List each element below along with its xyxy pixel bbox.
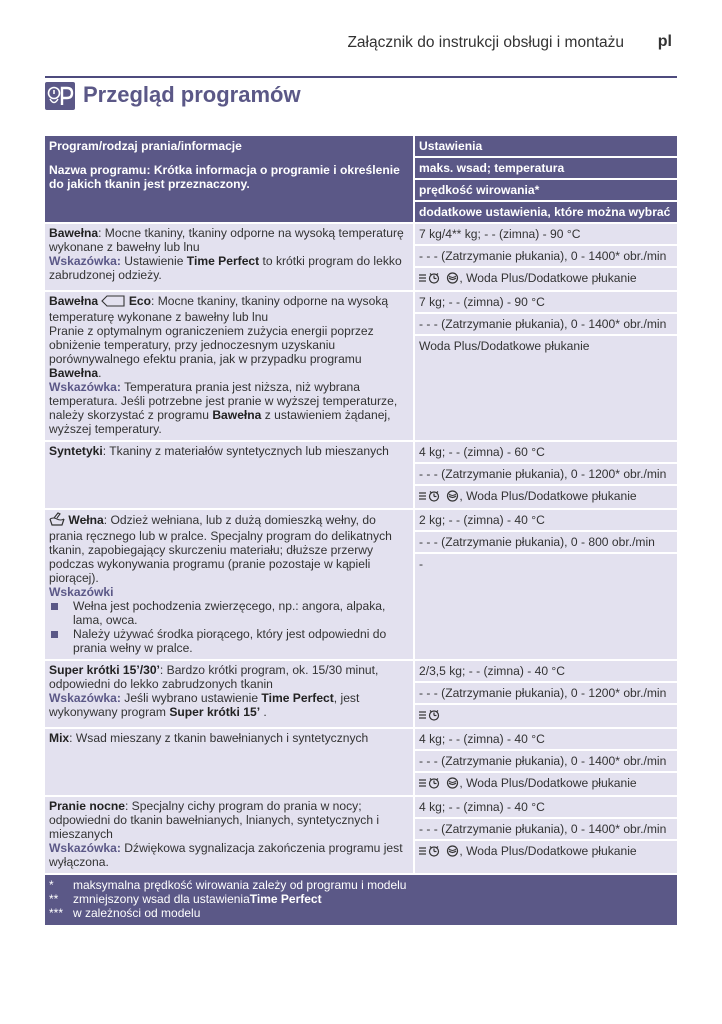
setting-load-temp: 7 kg/4** kg; - - (zimna) - 90 °C — [415, 224, 677, 246]
footnote: ** zmniejszony wsad dla ustawienia Time Perfect — [49, 892, 322, 906]
list-item: Wełna jest pochodzenia zwierzęcego, np.: angora, alpaka, lama, owca. — [49, 599, 409, 627]
water-plus-icon — [446, 845, 459, 860]
water-plus-icon — [446, 777, 459, 792]
header-column-description: Nazwa programu: Krótka informacja o programie i określenie do jakich tkanin jest przeznaczony. — [49, 163, 400, 191]
program-row-syntetyki — [45, 442, 677, 508]
rinse-hold-icon — [419, 777, 443, 792]
setting-load-temp: 4 kg; - - (zimna) - 60 °C — [415, 442, 677, 464]
setting-options: , Woda Plus/Dodatkowe płukanie — [459, 271, 637, 285]
info-p-icon — [45, 82, 75, 110]
setting-spin: - - - (Zatrzymanie płukania), 0 - 1400* obr./min — [415, 246, 677, 268]
setting-options: , Woda Plus/Dodatkowe płukanie — [459, 489, 637, 503]
setting-options: Woda Plus/Dodatkowe płukanie — [419, 339, 590, 353]
program-table — [45, 136, 677, 925]
program-description: Mix: Wsad mieszany z tkanin bawełnianych i syntetycznych — [49, 731, 369, 745]
setting-spin: - - - (Zatrzymanie płukania), 0 - 1200* obr./min — [415, 464, 677, 486]
hints-list — [49, 599, 409, 655]
header-column-program: Program/rodzaj prania/informacje — [49, 139, 242, 153]
program-eco: Eco — [128, 294, 152, 308]
section-title: Przegląd programów — [83, 82, 301, 107]
header-spin-speed: prędkość wirowania* — [415, 180, 677, 202]
header-right-cell — [413, 136, 677, 222]
program-desc: : Mocne tkaniny, tkaniny odporne na wysoką temperaturę wykonane z bawełny lub lnu — [49, 226, 404, 254]
footnote: * maksymalna prędkość wirowania zależy od programu i modelu — [49, 878, 407, 892]
setting-options: , Woda Plus/Dodatkowe płukanie — [459, 844, 637, 858]
table-footnotes — [45, 875, 677, 925]
program-description: Wełna: Odzież wełniana, lub z dużą domieszką wełny, do prania ręcznego lub w pralce. Specjalny program do delikatnych tkanin, zapobiegający skurczeniu materiału; dłuższe przerwy podczas wykonywania programu (pranie pozostaje w kąpieli piorącej). Wskazówki Wełna jest pochodzenia zwierzęcego, np.: angora, alpaka, lama, owca. Należy używać środka piorącego, który jest odpowiedni do prania wełny w pralce. — [45, 510, 413, 659]
setting-load-temp: 4 kg; - - (zimna) - 40 °C — [415, 729, 677, 751]
footnote: *** w zależności od modelu — [49, 906, 201, 920]
water-plus-icon — [446, 490, 459, 505]
rinse-hold-icon — [419, 272, 443, 287]
header-divider — [45, 76, 677, 78]
eco-leaf-icon — [101, 295, 125, 310]
rinse-hold-icon — [419, 845, 443, 860]
setting-options: - — [419, 557, 424, 571]
list-item: Należy używać środka piorącego, który jest odpowiedni do prania wełny w pralce. — [49, 627, 409, 655]
header-title: Załącznik do instrukcji obsługi i montażu — [347, 34, 624, 51]
header-extra-options: dodatkowe ustawienia, które można wybrać — [419, 205, 671, 219]
setting-load-temp: 4 kg; - - (zimna) - 40 °C — [415, 797, 677, 819]
header-settings: Ustawienia — [415, 136, 677, 158]
program-name: Syntetyki — [49, 444, 103, 458]
hint-label: Wskazówka: — [49, 254, 121, 268]
program-row-welna — [45, 510, 677, 659]
program-description: Pranie nocne: Specjalny cichy program do prania w nocy; odpowiedni do tkanin bawełnianych, lnianych, syntetycznych i mieszanych Wskazówka: Dźwiękowa sygnalizacja zakończenia programu jest wyłączona. — [49, 799, 403, 869]
hint-label: Wskazówka: — [49, 841, 121, 855]
header-language: pl — [657, 33, 672, 50]
hints-label: Wskazówki — [49, 585, 114, 599]
program-description: Bawełna: Mocne tkaniny, tkaniny odporne na wysoką temperaturę wykonane z bawełny lub lnu Wskazówka: Ustawienie Time Perfect to krótki program do lekko zabrudzonej odzieży. — [49, 226, 404, 282]
program-row-bawelna-eco — [45, 292, 677, 440]
setting-spin: - - - (Zatrzymanie płukania), 0 - 1400* obr./min — [415, 751, 677, 773]
program-name: Wełna — [68, 513, 104, 527]
water-plus-icon — [446, 272, 459, 287]
header-load-temperature: maks. wsad; temperatura — [415, 158, 677, 180]
rinse-hold-icon — [419, 490, 443, 505]
program-description: Super krótki 15’/30’: Bardzo krótki program, ok. 15/30 minut, odpowiedni do lekko zabrudzonych tkanin Wskazówka: Jeśli wybrano ustawienie Time Perfect, jest wykonywany program Super krótki 15’ . — [49, 663, 379, 719]
hint-label: Wskazówka: — [49, 691, 121, 705]
setting-load-temp: 2/3,5 kg; - - (zimna) - 40 °C — [415, 661, 677, 683]
setting-spin: - - - (Zatrzymanie płukania), 0 - 1400* obr./min — [415, 819, 677, 841]
rinse-hold-icon — [419, 709, 443, 724]
section-heading — [45, 82, 685, 110]
program-row-mix — [45, 729, 677, 795]
hand-wash-icon — [49, 512, 65, 529]
header-left-cell — [45, 136, 413, 222]
program-name: Bawełna — [49, 226, 99, 240]
program-name: Bawełna — [49, 294, 99, 308]
setting-spin: - - - (Zatrzymanie płukania), 0 - 800 obr./min — [415, 532, 677, 554]
program-name: Mix — [49, 731, 70, 745]
program-row-pranie-nocne — [45, 797, 677, 873]
program-row-super-krotki — [45, 661, 677, 727]
program-description: Bawełna Eco: Mocne tkaniny, tkaniny odporne na wysoką temperaturę wykonane z bawełny lub lnu Pranie z optymalnym ograniczeniem zużycia energii poprzez obniżenie temperatury, przy jednoczesnym uzyskaniu porównywalnego efektu prania, jak w przypadku programu Bawełna. Wskazówka: Temperatura prania jest niższa, niż wybrana temperatura. Jeśli potrzebne jest pranie w wyższej temperaturze, należy skorzystać z programu Bawełna z ustawieniem żądanej, wyższej temperatury. — [49, 294, 398, 436]
program-name: Super krótki 15’/30’ — [49, 663, 160, 677]
setting-load-temp: 2 kg; - - (zimna) - 40 °C — [415, 510, 677, 532]
page-header — [0, 34, 722, 56]
setting-options: , Woda Plus/Dodatkowe płukanie — [459, 776, 637, 790]
setting-load-temp: 7 kg; - - (zimna) - 90 °C — [415, 292, 677, 314]
program-row-bawelna — [45, 224, 677, 290]
hint-label: Wskazówka: — [49, 380, 121, 394]
setting-spin: - - - (Zatrzymanie płukania), 0 - 1400* obr./min — [415, 314, 677, 336]
setting-spin: - - - (Zatrzymanie płukania), 0 - 1200* obr./min — [415, 683, 677, 705]
table-header — [45, 136, 677, 222]
program-description: Syntetyki: Tkaniny z materiałów syntetycznych lub mieszanych — [49, 444, 389, 458]
program-name: Pranie nocne — [49, 799, 125, 813]
